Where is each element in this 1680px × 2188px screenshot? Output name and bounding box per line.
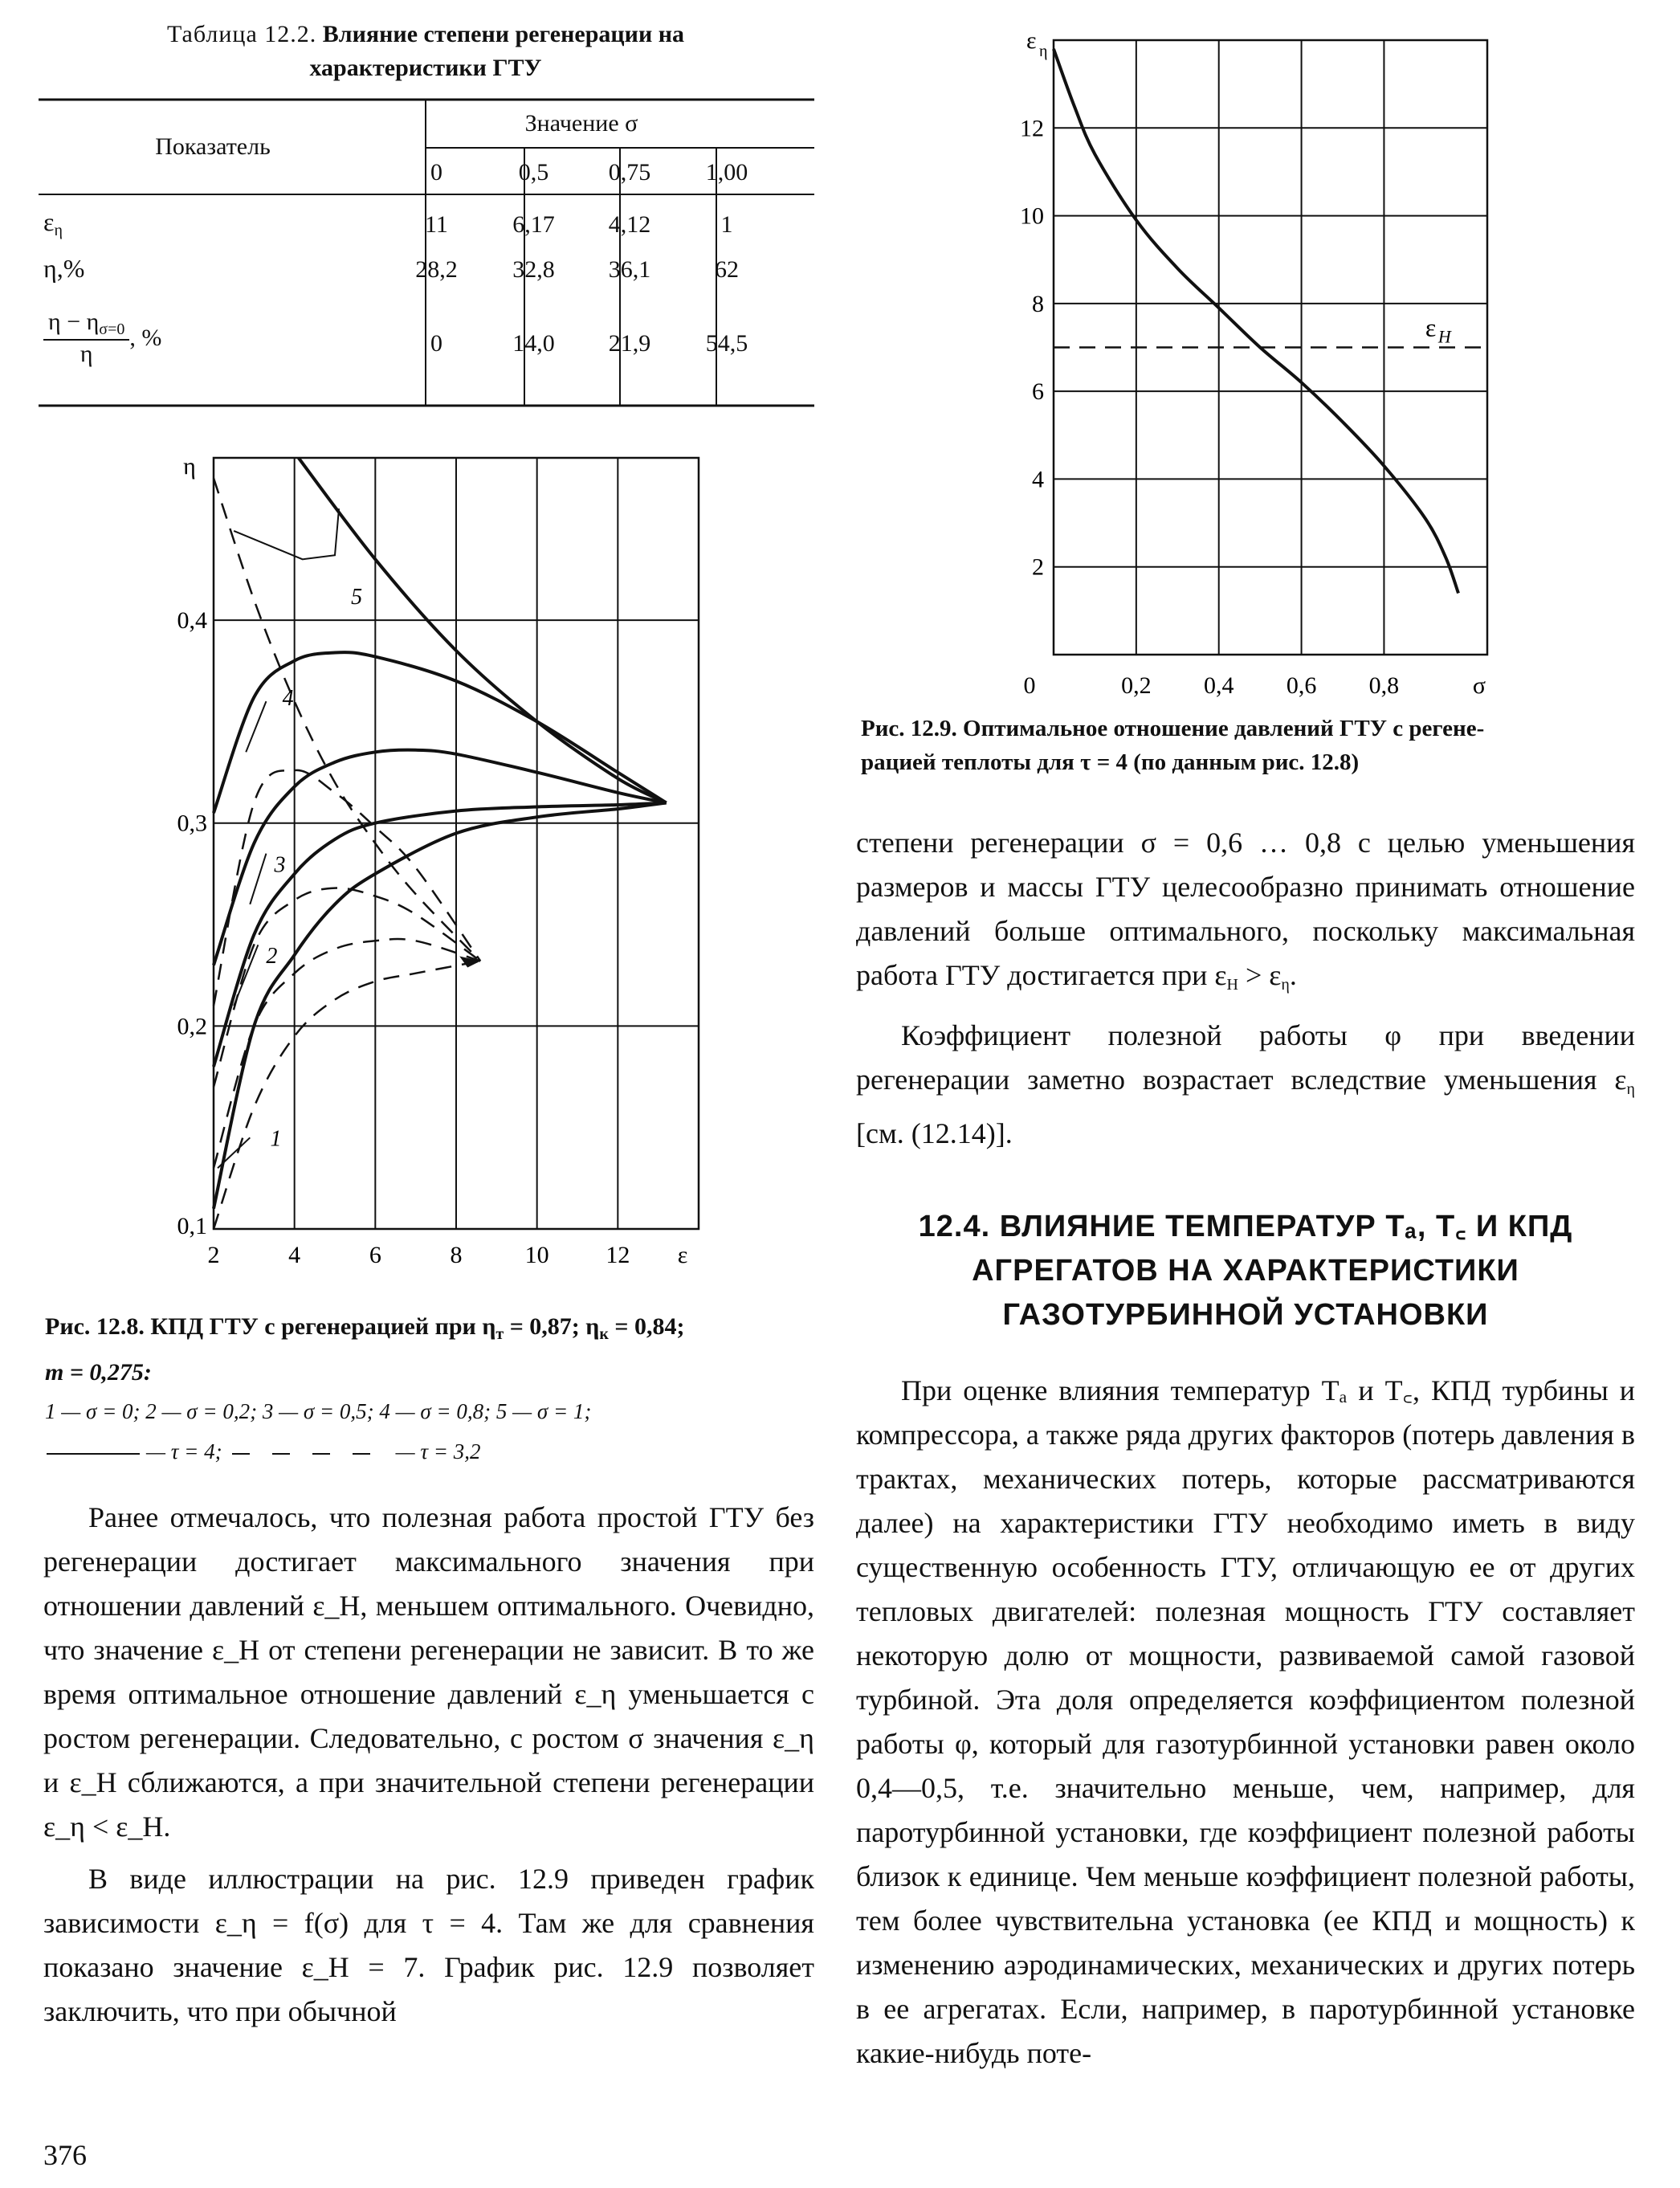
curve-label: 5 <box>351 584 363 610</box>
table-cell: 0 <box>430 330 442 357</box>
series-line <box>214 939 480 1168</box>
x-axis-label: ε <box>677 1242 688 1268</box>
series-line <box>214 478 480 961</box>
table-row-label: $\varepsilon_\eta$ <box>43 207 63 239</box>
y-tick-label: 4 <box>1032 466 1044 493</box>
table-sigma-2: 0,75 <box>608 159 651 186</box>
table-sigma-0: 0 <box>430 159 442 186</box>
figure-12-9 <box>1005 16 1600 707</box>
table-caption-title-2: характеристики ГТУ <box>309 55 542 81</box>
x-tick-label: 6 <box>369 1242 381 1268</box>
figure-12-8-legend-styles: — τ = 4; — τ = 3,2 <box>146 1439 481 1463</box>
x-tick-label: 10 <box>524 1242 549 1268</box>
paragraph: При оценке влияния температур Tₐ и T꜀, КПД турбины и компрессора, а также ряда других факторов (потерь давления в трактах, механических потерь, которые рассматриваются далее) на характеристики ГТУ необходимо иметь в виду существенную особенность ГТУ, отличающую ее от других тепловых двигателей: полезная мощность ГТУ составляет некоторую долю от мощности, развиваемой самой газовой турбиной. Эта доля определяется коэффициентом полезной работы φ, который для газотурбинной установки равен около 0,4—0,5, т.е. значительно меньше, чем, например, для паротурбинной установки, где коэффициент полезной работы близок к единице. Чем меньше коэффициент полезной работы, тем более чувствительна установка (ее КПД и мощность) к изменению аэродинамических, механических и других потерь в ее агрегатах. Если, например, в паротурбинной установке какие-нибудь поте- <box>856 1374 1635 2069</box>
table-cell: 1 <box>720 211 733 238</box>
y-axis-label: η <box>183 453 196 480</box>
table-header-group: Значение σ <box>524 110 638 137</box>
curve-label: 3 <box>274 852 286 878</box>
paragraph: В виде иллюстрации на рис. 12.9 приведен график зависимости ε_η = f(σ) для τ = 4. Там же для сравнения показано значение ε_H = 7. График рис. 12.9 позволяет заключить, что при обычной <box>43 1863 814 2027</box>
y-tick-label: 8 <box>1032 290 1044 317</box>
table-row-label: $\frac{\eta - \eta_{\sigma=0}}{\eta}$ , % <box>43 308 161 368</box>
series-line <box>214 961 480 1230</box>
curve-leader <box>250 854 266 904</box>
paragraph: Коэффициент полезной работы φ при введении регенерации заметно возрастает вследствие уменьшения $\varepsilon_\eta$ [см. (12.14)]. <box>856 1019 1635 1149</box>
y-tick-label: 0,4 <box>177 607 207 635</box>
right-column-text <box>856 821 1635 1156</box>
x-tick-label: 8 <box>450 1242 463 1268</box>
table-row-label: η,% <box>43 254 85 283</box>
x-tick-label: 2 <box>207 1242 220 1268</box>
series-line <box>214 770 480 1006</box>
y-axis-label: ε <box>1026 27 1037 54</box>
table-caption-title: Влияние степени регенерации на <box>322 21 685 47</box>
x-tick-label: 0,4 <box>1203 672 1234 699</box>
curve-leader <box>234 508 339 559</box>
right-column-text-2 <box>856 1369 1635 2076</box>
section-heading: 12.4. ВЛИЯНИЕ ТЕМПЕРАТУР Tₐ, T꜀ И КПД АГРЕГАТОВ НА ХАРАКТЕРИСТИКИ ГАЗОТУРБИННОЙ УСТАНОВКИ <box>918 1210 1573 1332</box>
table-sigma-header <box>387 148 776 198</box>
table-sigma-1: 0,5 <box>518 159 549 186</box>
x-tick-label: 12 <box>606 1242 630 1268</box>
left-column-text <box>43 1496 814 2034</box>
reference-label: ε <box>1425 312 1437 342</box>
x-tick-label: 0 <box>1023 672 1036 699</box>
series-line <box>299 458 667 803</box>
figure-12-9-caption: Рис. 12.9. Оптимальное отношение давлений ГТУ с регене- рацией теплоты для τ = 4 (по данным рис. 12.8) <box>861 716 1485 775</box>
page-number: 376 <box>43 2139 87 2171</box>
table-cell: 54,5 <box>705 330 748 357</box>
figure-12-8-legend: 1 — σ = 0; 2 — σ = 0,2; 3 — σ = 0,5; 4 — σ = 0,8; 5 — σ = 1; <box>45 1399 592 1423</box>
table-cell: 4,12 <box>608 211 651 238</box>
table-sigma-3: 1,00 <box>705 159 748 186</box>
y-tick-label: 6 <box>1032 378 1044 406</box>
series-line <box>214 888 480 1088</box>
y-tick-label: 10 <box>1020 202 1044 230</box>
table-caption <box>48 18 803 85</box>
y-axis-label-sub: η <box>1039 43 1048 60</box>
x-axis-label: σ <box>1472 672 1486 699</box>
figure-12-8 <box>137 434 747 1285</box>
table-cell: 28,2 <box>415 256 458 283</box>
table-caption-lead: Таблица 12.2. <box>166 21 317 47</box>
y-tick-label: 0,1 <box>177 1213 207 1239</box>
paragraph: Ранее отмечалось, что полезная работа простой ГТУ без регенерации достигает максимального значения при отношении давлений ε_H, меньшем оптимального. Очевидно, что значение ε_H от степени регенерации не зависит. В то же время оптимальное отношение давлений ε_η уменьшается с ростом регенерации. Следовательно, с ростом σ значения ε_η и ε_H сближаются, а при значительной степени регенерации ε_η < ε_H. <box>43 1501 814 1843</box>
y-tick-label: 0,3 <box>177 810 207 837</box>
y-tick-label: 12 <box>1020 115 1044 142</box>
table-row <box>387 202 776 247</box>
table-cell: 32,8 <box>512 256 555 283</box>
curve-label: 2 <box>266 943 278 969</box>
table-cell: 21,9 <box>608 330 651 357</box>
series-line <box>214 803 667 1067</box>
curve-label: 4 <box>282 686 294 712</box>
curve-label: 1 <box>270 1126 282 1152</box>
table-cell: 36,1 <box>608 256 651 283</box>
reference-label-sub: H <box>1437 326 1451 347</box>
table-header-param: Показатель <box>155 133 271 160</box>
figure-12-8-caption: Рис. 12.8. КПД ГТУ с регенерацией при $\eta_т = 0,87$; $\eta_к = 0,84$; m = 0,275: 1 — σ = 0; 2 — σ = 0,2; 3 — σ = 0,5; 4 — σ = 0,8; 5 — σ = 1; — τ = 4; — τ = 3,2 <box>45 1308 816 1471</box>
paragraph: степени регенерации σ = 0,6 … 0,8 с целью уменьшения размеров и массы ГТУ целесообразно принимать отношение давлений больше оптимального, поскольку максимальная работа ГТУ достигается при $\varepsilon_H > \varepsilon_\eta$. <box>856 827 1635 994</box>
y-tick-label: 2 <box>1032 553 1044 581</box>
table-cell: 6,17 <box>512 211 555 238</box>
x-tick-label: 0,6 <box>1286 672 1317 699</box>
y-tick-label: 0,2 <box>177 1013 207 1040</box>
table-cell: 14,0 <box>512 330 555 357</box>
x-tick-label: 0,2 <box>1121 672 1152 699</box>
x-tick-label: 0,8 <box>1368 672 1400 699</box>
x-tick-label: 4 <box>288 1242 301 1268</box>
table-row <box>387 247 776 292</box>
table-cell: 62 <box>715 256 739 283</box>
table-row <box>387 321 776 366</box>
table-cell: 11 <box>425 211 448 238</box>
series-line <box>1054 49 1458 594</box>
